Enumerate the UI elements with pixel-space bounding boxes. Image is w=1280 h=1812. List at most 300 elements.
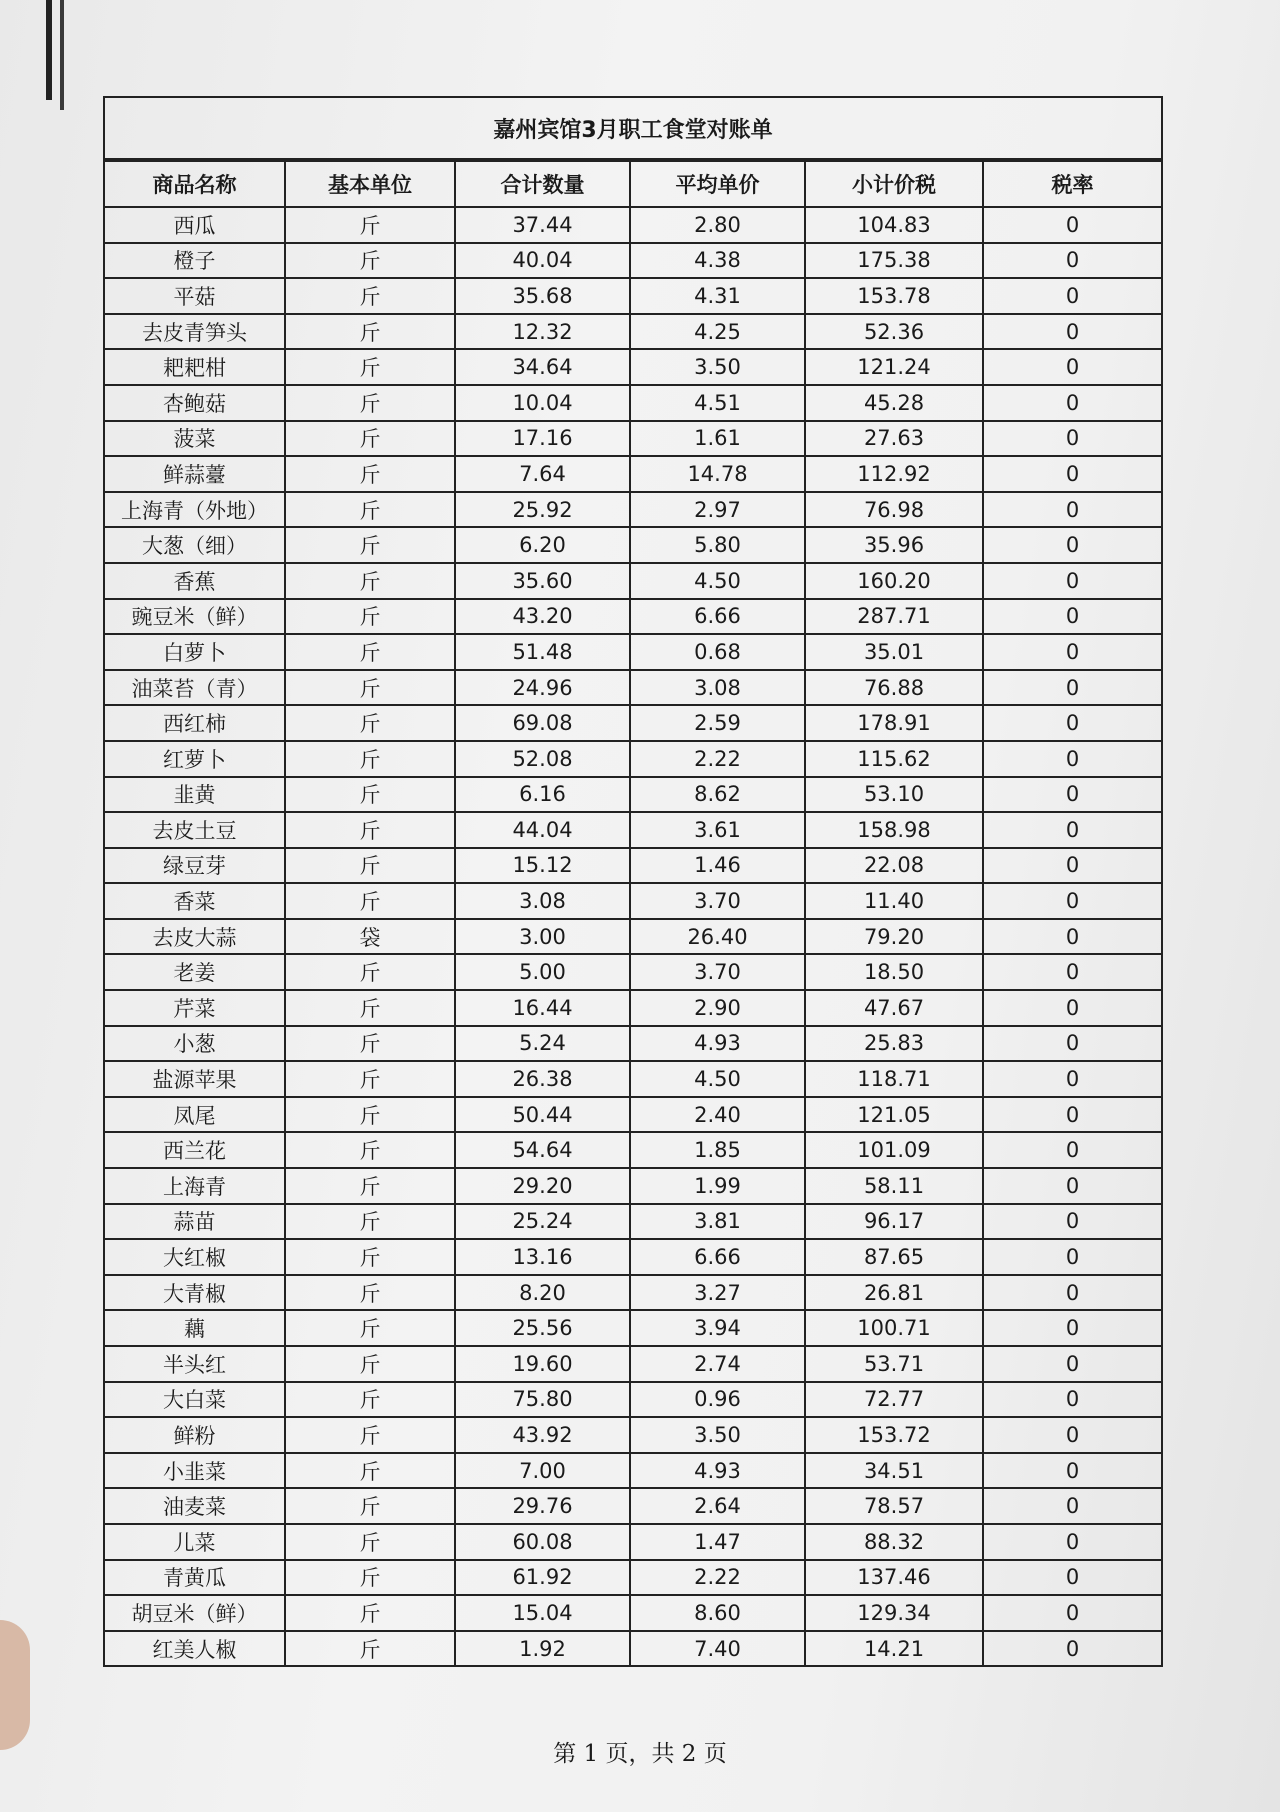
cell-unit-price: 3.50 <box>630 1417 805 1453</box>
cell-quantity: 10.04 <box>455 385 630 421</box>
cell-subtotal: 137.46 <box>805 1560 983 1596</box>
table-row <box>105 1382 1161 1418</box>
cell-unit-price: 2.59 <box>630 705 805 741</box>
cell-unit-price: 2.22 <box>630 741 805 777</box>
table-row <box>105 385 1161 421</box>
cell-subtotal: 79.20 <box>805 919 983 955</box>
cell-unit-price: 4.51 <box>630 385 805 421</box>
cell-tax-rate: 0 <box>983 634 1161 670</box>
items-table <box>105 160 1161 1665</box>
table-row <box>105 1097 1161 1133</box>
cell-tax-rate: 0 <box>983 1097 1161 1133</box>
cell-subtotal: 129.34 <box>805 1595 983 1631</box>
table-row <box>105 314 1161 350</box>
cell-product-name: 小韭菜 <box>105 1453 285 1489</box>
cell-product-name: 小葱 <box>105 1026 285 1062</box>
cell-product-name: 半头红 <box>105 1346 285 1382</box>
cell-product-name: 西兰花 <box>105 1132 285 1168</box>
cell-unit-price: 0.68 <box>630 634 805 670</box>
cell-quantity: 3.00 <box>455 919 630 955</box>
cell-unit-price: 8.60 <box>630 1595 805 1631</box>
cell-quantity: 15.04 <box>455 1595 630 1631</box>
cell-tax-rate: 0 <box>983 278 1161 314</box>
cell-product-name: 红萝卜 <box>105 741 285 777</box>
cell-unit: 斤 <box>285 1097 455 1133</box>
table-row <box>105 278 1161 314</box>
cell-unit-price: 6.66 <box>630 599 805 635</box>
cell-unit: 斤 <box>285 848 455 884</box>
cell-quantity: 34.64 <box>455 349 630 385</box>
cell-product-name: 菠菜 <box>105 421 285 457</box>
cell-quantity: 40.04 <box>455 243 630 279</box>
cell-unit: 斤 <box>285 1560 455 1596</box>
cell-subtotal: 35.96 <box>805 527 983 563</box>
table-row <box>105 777 1161 813</box>
cell-unit: 斤 <box>285 777 455 813</box>
cell-subtotal: 14.21 <box>805 1631 983 1666</box>
cell-subtotal: 58.11 <box>805 1168 983 1204</box>
cell-unit: 斤 <box>285 990 455 1026</box>
cell-unit-price: 3.61 <box>630 812 805 848</box>
cell-subtotal: 27.63 <box>805 421 983 457</box>
cell-unit-price: 4.31 <box>630 278 805 314</box>
cell-tax-rate: 0 <box>983 1417 1161 1453</box>
cell-subtotal: 76.88 <box>805 670 983 706</box>
cell-tax-rate: 0 <box>983 705 1161 741</box>
cell-product-name: 大红椒 <box>105 1239 285 1275</box>
cell-unit: 斤 <box>285 349 455 385</box>
cell-tax-rate: 0 <box>983 1310 1161 1346</box>
cell-unit-price: 1.99 <box>630 1168 805 1204</box>
table-row <box>105 1275 1161 1311</box>
cell-unit-price: 3.81 <box>630 1204 805 1240</box>
cell-quantity: 8.20 <box>455 1275 630 1311</box>
binder-clip <box>0 0 64 110</box>
cell-product-name: 蒜苗 <box>105 1204 285 1240</box>
statement-table <box>103 96 1163 1667</box>
cell-unit: 斤 <box>285 954 455 990</box>
cell-product-name: 鲜蒜薹 <box>105 456 285 492</box>
cell-product-name: 盐源苹果 <box>105 1061 285 1097</box>
table-row <box>105 349 1161 385</box>
table-row <box>105 741 1161 777</box>
cell-unit-price: 4.50 <box>630 1061 805 1097</box>
cell-quantity: 19.60 <box>455 1346 630 1382</box>
cell-unit: 斤 <box>285 1417 455 1453</box>
cell-quantity: 6.16 <box>455 777 630 813</box>
cell-product-name: 平菇 <box>105 278 285 314</box>
cell-unit-price: 5.80 <box>630 527 805 563</box>
cell-unit: 斤 <box>285 1382 455 1418</box>
cell-subtotal: 121.05 <box>805 1097 983 1133</box>
cell-unit: 斤 <box>285 1453 455 1489</box>
cell-subtotal: 72.77 <box>805 1382 983 1418</box>
cell-subtotal: 47.67 <box>805 990 983 1026</box>
cell-unit-price: 3.70 <box>630 883 805 919</box>
cell-tax-rate: 0 <box>983 314 1161 350</box>
cell-product-name: 耙耙柑 <box>105 349 285 385</box>
cell-tax-rate: 0 <box>983 1132 1161 1168</box>
cell-quantity: 35.60 <box>455 563 630 599</box>
cell-unit: 斤 <box>285 563 455 599</box>
cell-quantity: 44.04 <box>455 812 630 848</box>
cell-unit: 斤 <box>285 883 455 919</box>
header-tax-rate: 税率 <box>983 161 1161 207</box>
cell-product-name: 杏鲍菇 <box>105 385 285 421</box>
table-row <box>105 207 1161 243</box>
cell-product-name: 西瓜 <box>105 207 285 243</box>
cell-tax-rate: 0 <box>983 741 1161 777</box>
cell-tax-rate: 0 <box>983 243 1161 279</box>
cell-unit-price: 1.85 <box>630 1132 805 1168</box>
header-row <box>105 161 1161 207</box>
cell-unit-price: 7.40 <box>630 1631 805 1666</box>
cell-unit: 斤 <box>285 1488 455 1524</box>
cell-unit-price: 2.22 <box>630 1560 805 1596</box>
cell-tax-rate: 0 <box>983 954 1161 990</box>
cell-subtotal: 96.17 <box>805 1204 983 1240</box>
table-row <box>105 1132 1161 1168</box>
cell-unit: 斤 <box>285 421 455 457</box>
cell-product-name: 韭黄 <box>105 777 285 813</box>
cell-tax-rate: 0 <box>983 812 1161 848</box>
cell-unit: 斤 <box>285 492 455 528</box>
cell-subtotal: 35.01 <box>805 634 983 670</box>
cell-product-name: 橙子 <box>105 243 285 279</box>
cell-tax-rate: 0 <box>983 777 1161 813</box>
header-unit-price: 平均单价 <box>630 161 805 207</box>
table-row <box>105 1168 1161 1204</box>
header-quantity: 合计数量 <box>455 161 630 207</box>
cell-quantity: 26.38 <box>455 1061 630 1097</box>
cell-tax-rate: 0 <box>983 1595 1161 1631</box>
cell-subtotal: 287.71 <box>805 599 983 635</box>
cell-subtotal: 53.71 <box>805 1346 983 1382</box>
cell-tax-rate: 0 <box>983 670 1161 706</box>
cell-quantity: 3.08 <box>455 883 630 919</box>
cell-product-name: 上海青 <box>105 1168 285 1204</box>
cell-unit: 斤 <box>285 1239 455 1275</box>
cell-subtotal: 34.51 <box>805 1453 983 1489</box>
cell-quantity: 43.92 <box>455 1417 630 1453</box>
cell-subtotal: 160.20 <box>805 563 983 599</box>
cell-subtotal: 53.10 <box>805 777 983 813</box>
cell-unit: 斤 <box>285 1061 455 1097</box>
cell-subtotal: 76.98 <box>805 492 983 528</box>
cell-subtotal: 22.08 <box>805 848 983 884</box>
cell-product-name: 上海青（外地） <box>105 492 285 528</box>
cell-product-name: 香蕉 <box>105 563 285 599</box>
cell-quantity: 37.44 <box>455 207 630 243</box>
cell-unit-price: 2.80 <box>630 207 805 243</box>
cell-product-name: 白萝卜 <box>105 634 285 670</box>
cell-product-name: 芹菜 <box>105 990 285 1026</box>
cell-unit: 斤 <box>285 741 455 777</box>
cell-unit-price: 1.61 <box>630 421 805 457</box>
cell-quantity: 7.64 <box>455 456 630 492</box>
cell-tax-rate: 0 <box>983 1168 1161 1204</box>
cell-unit: 斤 <box>285 705 455 741</box>
cell-quantity: 6.20 <box>455 527 630 563</box>
cell-unit-price: 3.08 <box>630 670 805 706</box>
cell-tax-rate: 0 <box>983 385 1161 421</box>
table-row <box>105 492 1161 528</box>
cell-product-name: 青黄瓜 <box>105 1560 285 1596</box>
cell-unit: 斤 <box>285 314 455 350</box>
cell-unit-price: 14.78 <box>630 456 805 492</box>
table-row <box>105 527 1161 563</box>
cell-quantity: 54.64 <box>455 1132 630 1168</box>
cell-unit: 斤 <box>285 527 455 563</box>
table-row <box>105 812 1161 848</box>
cell-subtotal: 153.78 <box>805 278 983 314</box>
cell-subtotal: 87.65 <box>805 1239 983 1275</box>
cell-quantity: 5.24 <box>455 1026 630 1062</box>
cell-tax-rate: 0 <box>983 1239 1161 1275</box>
cell-quantity: 52.08 <box>455 741 630 777</box>
cell-tax-rate: 0 <box>983 1488 1161 1524</box>
cell-tax-rate: 0 <box>983 349 1161 385</box>
table-row <box>105 1061 1161 1097</box>
cell-tax-rate: 0 <box>983 1382 1161 1418</box>
cell-subtotal: 178.91 <box>805 705 983 741</box>
cell-unit-price: 4.93 <box>630 1026 805 1062</box>
cell-tax-rate: 0 <box>983 563 1161 599</box>
cell-unit: 斤 <box>285 207 455 243</box>
cell-subtotal: 100.71 <box>805 1310 983 1346</box>
cell-unit-price: 2.40 <box>630 1097 805 1133</box>
cell-product-name: 大葱（细） <box>105 527 285 563</box>
cell-subtotal: 158.98 <box>805 812 983 848</box>
cell-quantity: 13.16 <box>455 1239 630 1275</box>
cell-unit-price: 4.50 <box>630 563 805 599</box>
table-row <box>105 883 1161 919</box>
cell-unit: 斤 <box>285 243 455 279</box>
cell-unit: 斤 <box>285 278 455 314</box>
cell-unit: 斤 <box>285 1204 455 1240</box>
table-row <box>105 1204 1161 1240</box>
cell-unit: 斤 <box>285 670 455 706</box>
table-row <box>105 705 1161 741</box>
cell-unit-price: 26.40 <box>630 919 805 955</box>
cell-unit-price: 3.70 <box>630 954 805 990</box>
table-row <box>105 634 1161 670</box>
header-subtotal: 小计价税 <box>805 161 983 207</box>
cell-tax-rate: 0 <box>983 919 1161 955</box>
cell-unit: 斤 <box>285 634 455 670</box>
cell-tax-rate: 0 <box>983 1346 1161 1382</box>
cell-subtotal: 25.83 <box>805 1026 983 1062</box>
cell-subtotal: 118.71 <box>805 1061 983 1097</box>
table-row <box>105 421 1161 457</box>
binder-edge <box>46 0 52 100</box>
cell-tax-rate: 0 <box>983 1061 1161 1097</box>
cell-product-name: 西红柿 <box>105 705 285 741</box>
header-unit: 基本单位 <box>285 161 455 207</box>
cell-product-name: 去皮青笋头 <box>105 314 285 350</box>
table-row <box>105 1417 1161 1453</box>
table-row <box>105 1310 1161 1346</box>
table-row <box>105 1631 1161 1666</box>
cell-quantity: 16.44 <box>455 990 630 1026</box>
table-row <box>105 1595 1161 1631</box>
cell-tax-rate: 0 <box>983 1524 1161 1560</box>
table-row <box>105 954 1161 990</box>
cell-unit-price: 1.46 <box>630 848 805 884</box>
cell-product-name: 豌豆米（鲜） <box>105 599 285 635</box>
cell-tax-rate: 0 <box>983 527 1161 563</box>
cell-quantity: 15.12 <box>455 848 630 884</box>
cell-subtotal: 78.57 <box>805 1488 983 1524</box>
cell-unit: 斤 <box>285 1168 455 1204</box>
cell-quantity: 50.44 <box>455 1097 630 1133</box>
cell-unit: 斤 <box>285 1631 455 1666</box>
cell-subtotal: 11.40 <box>805 883 983 919</box>
cell-unit: 斤 <box>285 599 455 635</box>
cell-quantity: 7.00 <box>455 1453 630 1489</box>
cell-subtotal: 45.28 <box>805 385 983 421</box>
cell-product-name: 大白菜 <box>105 1382 285 1418</box>
cell-subtotal: 112.92 <box>805 456 983 492</box>
cell-product-name: 凤尾 <box>105 1097 285 1133</box>
cell-unit: 斤 <box>285 385 455 421</box>
cell-product-name: 油菜苔（青） <box>105 670 285 706</box>
cell-tax-rate: 0 <box>983 207 1161 243</box>
cell-quantity: 60.08 <box>455 1524 630 1560</box>
cell-tax-rate: 0 <box>983 421 1161 457</box>
page-number: 第 1 页，共 2 页 <box>553 1741 727 1767</box>
cell-subtotal: 104.83 <box>805 207 983 243</box>
cell-product-name: 藕 <box>105 1310 285 1346</box>
cell-subtotal: 18.50 <box>805 954 983 990</box>
cell-quantity: 1.92 <box>455 1631 630 1666</box>
cell-unit-price: 2.90 <box>630 990 805 1026</box>
cell-tax-rate: 0 <box>983 1631 1161 1666</box>
cell-quantity: 17.16 <box>455 421 630 457</box>
cell-tax-rate: 0 <box>983 456 1161 492</box>
cell-subtotal: 52.36 <box>805 314 983 350</box>
table-row <box>105 670 1161 706</box>
cell-product-name: 红美人椒 <box>105 1631 285 1666</box>
cell-unit-price: 2.64 <box>630 1488 805 1524</box>
cell-unit: 斤 <box>285 1132 455 1168</box>
cell-unit-price: 4.38 <box>630 243 805 279</box>
cell-product-name: 去皮大蒜 <box>105 919 285 955</box>
cell-tax-rate: 0 <box>983 1275 1161 1311</box>
table-row <box>105 456 1161 492</box>
cell-quantity: 5.00 <box>455 954 630 990</box>
cell-quantity: 12.32 <box>455 314 630 350</box>
cell-unit: 斤 <box>285 1346 455 1382</box>
cell-subtotal: 101.09 <box>805 1132 983 1168</box>
cell-subtotal: 115.62 <box>805 741 983 777</box>
cell-quantity: 51.48 <box>455 634 630 670</box>
table-row <box>105 1488 1161 1524</box>
statement-title: 嘉州宾馆3月职工食堂对账单 <box>105 98 1161 160</box>
finger-edge <box>0 1620 30 1750</box>
cell-unit-price: 1.47 <box>630 1524 805 1560</box>
cell-tax-rate: 0 <box>983 1204 1161 1240</box>
table-row <box>105 1453 1161 1489</box>
cell-product-name: 儿菜 <box>105 1524 285 1560</box>
cell-unit-price: 2.97 <box>630 492 805 528</box>
cell-unit: 斤 <box>285 812 455 848</box>
cell-product-name: 胡豆米（鲜） <box>105 1595 285 1631</box>
cell-product-name: 大青椒 <box>105 1275 285 1311</box>
cell-quantity: 61.92 <box>455 1560 630 1596</box>
table-row <box>105 1026 1161 1062</box>
cell-unit-price: 4.25 <box>630 314 805 350</box>
cell-tax-rate: 0 <box>983 1026 1161 1062</box>
cell-unit: 斤 <box>285 1595 455 1631</box>
cell-subtotal: 88.32 <box>805 1524 983 1560</box>
cell-tax-rate: 0 <box>983 1560 1161 1596</box>
cell-quantity: 35.68 <box>455 278 630 314</box>
cell-tax-rate: 0 <box>983 599 1161 635</box>
header-product-name: 商品名称 <box>105 161 285 207</box>
cell-quantity: 24.96 <box>455 670 630 706</box>
cell-product-name: 绿豆芽 <box>105 848 285 884</box>
cell-unit: 斤 <box>285 1275 455 1311</box>
cell-product-name: 老姜 <box>105 954 285 990</box>
cell-product-name: 油麦菜 <box>105 1488 285 1524</box>
cell-tax-rate: 0 <box>983 990 1161 1026</box>
cell-quantity: 25.24 <box>455 1204 630 1240</box>
cell-subtotal: 121.24 <box>805 349 983 385</box>
cell-unit: 袋 <box>285 919 455 955</box>
cell-tax-rate: 0 <box>983 883 1161 919</box>
cell-quantity: 29.20 <box>455 1168 630 1204</box>
cell-tax-rate: 0 <box>983 492 1161 528</box>
table-row <box>105 1239 1161 1275</box>
cell-unit-price: 6.66 <box>630 1239 805 1275</box>
cell-unit-price: 3.50 <box>630 349 805 385</box>
cell-tax-rate: 0 <box>983 848 1161 884</box>
cell-quantity: 43.20 <box>455 599 630 635</box>
cell-quantity: 25.56 <box>455 1310 630 1346</box>
cell-quantity: 69.08 <box>455 705 630 741</box>
cell-subtotal: 175.38 <box>805 243 983 279</box>
table-row <box>105 563 1161 599</box>
cell-unit-price: 3.94 <box>630 1310 805 1346</box>
cell-subtotal: 26.81 <box>805 1275 983 1311</box>
cell-unit-price: 2.74 <box>630 1346 805 1382</box>
cell-unit: 斤 <box>285 1026 455 1062</box>
cell-subtotal: 153.72 <box>805 1417 983 1453</box>
cell-quantity: 75.80 <box>455 1382 630 1418</box>
table-row <box>105 919 1161 955</box>
cell-unit: 斤 <box>285 456 455 492</box>
cell-quantity: 25.92 <box>455 492 630 528</box>
cell-unit-price: 4.93 <box>630 1453 805 1489</box>
table-row <box>105 1524 1161 1560</box>
table-row <box>105 599 1161 635</box>
table-row <box>105 1346 1161 1382</box>
cell-unit-price: 0.96 <box>630 1382 805 1418</box>
table-row <box>105 848 1161 884</box>
cell-unit-price: 8.62 <box>630 777 805 813</box>
cell-unit: 斤 <box>285 1524 455 1560</box>
table-row <box>105 1560 1161 1596</box>
cell-product-name: 香菜 <box>105 883 285 919</box>
cell-unit-price: 3.27 <box>630 1275 805 1311</box>
cell-unit: 斤 <box>285 1310 455 1346</box>
cell-product-name: 去皮土豆 <box>105 812 285 848</box>
table-row <box>105 243 1161 279</box>
cell-product-name: 鲜粉 <box>105 1417 285 1453</box>
cell-quantity: 29.76 <box>455 1488 630 1524</box>
cell-tax-rate: 0 <box>983 1453 1161 1489</box>
